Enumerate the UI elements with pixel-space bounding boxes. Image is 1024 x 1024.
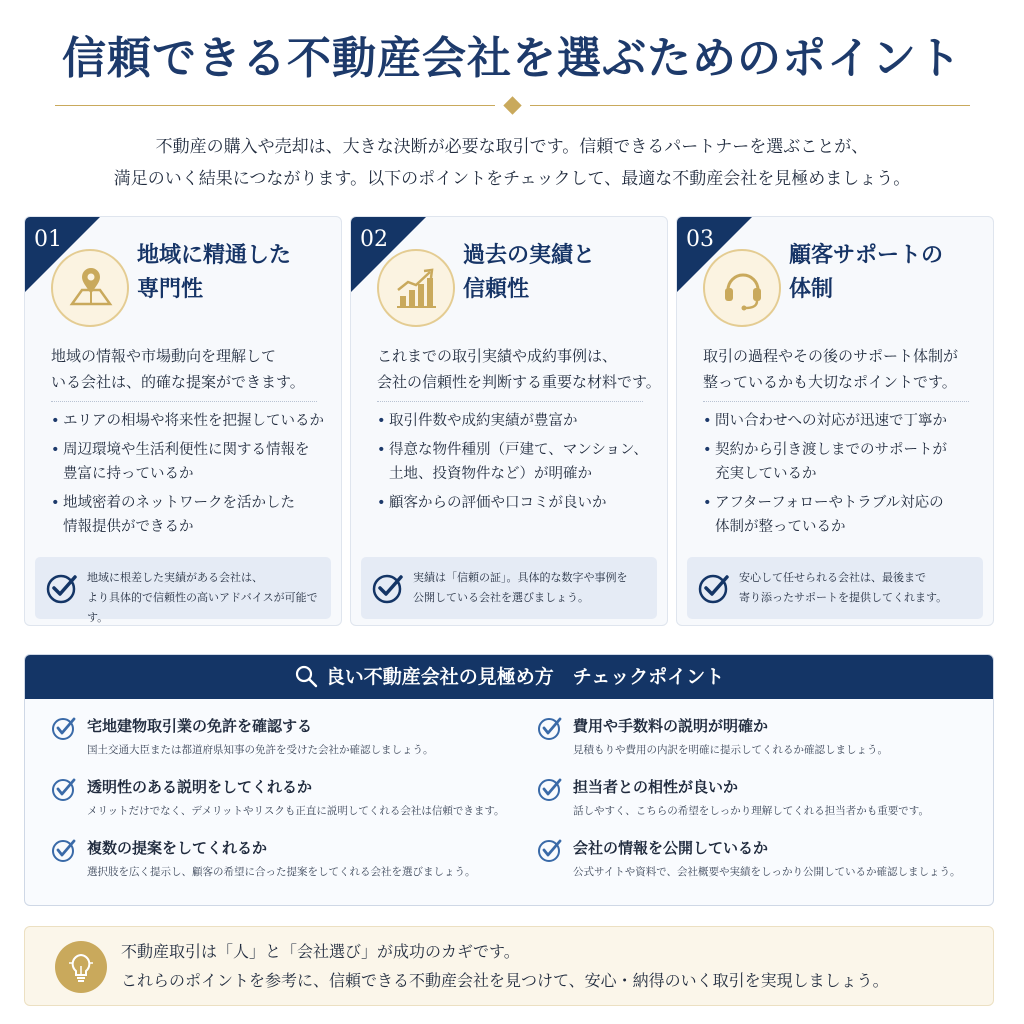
- checkpoint-item: [51, 837, 491, 887]
- bullet-line: • 契約から引き渡しまでのサポートが: [715, 442, 947, 458]
- note-line-1: 実績は「信頼の証」。具体的な数字や事例を: [413, 571, 628, 584]
- title-divider: [55, 96, 970, 116]
- note-line-2: より具体的で信頼性の高いアドバイスが可能です。: [87, 591, 318, 624]
- card-bullet-list: [703, 409, 988, 544]
- checkpoint-desc: 公式サイトや資料で、会社概要や実績をしっかり公開しているか確認しましょう。: [573, 866, 961, 878]
- note-line-1: 地域に根差した実績がある会社は、: [87, 571, 263, 584]
- map-pin-icon: [51, 249, 129, 327]
- bullet-line: 情報提供ができるか: [63, 519, 194, 535]
- checkpoint-title: 費用や手数料の説明が明確か: [573, 717, 769, 735]
- card-separator: [51, 401, 317, 402]
- bullet-line: • アフターフォローやトラブル対応の: [715, 495, 944, 511]
- divider-line-left: [55, 105, 495, 106]
- card-note: [361, 557, 657, 619]
- footer-message: [24, 926, 994, 1006]
- checkpoint-header: [25, 655, 993, 699]
- card-title-line-1: 過去の実績と: [463, 243, 596, 268]
- bullet-line: • 問い合わせへの対応が迅速で丁寧か: [715, 413, 947, 429]
- card-title-line-1: 顧客サポートの: [789, 243, 944, 268]
- footer-text: [121, 937, 981, 995]
- checkpoint-title: 複数の提案をしてくれるか: [87, 839, 268, 857]
- checkpoint-item: [537, 837, 977, 887]
- bullet-line: • エリアの相場や将来性を把握しているか: [63, 413, 324, 429]
- page-title: 信頼できる不動産会社を選ぶためのポイント: [62, 33, 962, 84]
- bullet-item: [377, 409, 662, 433]
- divider-line-right: [530, 105, 970, 106]
- check-circle-icon: [371, 571, 405, 605]
- checkpoint-desc: メリットだけでなく、デメリットやリスクも正直に説明してくれる会社は信頼できます。: [87, 805, 505, 817]
- bullet-item: [703, 491, 988, 539]
- card-title-line-2: 専門性: [137, 277, 204, 302]
- card-description: [377, 343, 662, 395]
- check-circle-icon: [537, 837, 563, 863]
- checkpoint-item: [51, 715, 491, 765]
- card-title: [137, 239, 337, 307]
- point-card-2: [350, 216, 668, 626]
- card-number: 02: [360, 227, 388, 252]
- card-desc-line-2: 会社の信頼性を判断する重要な材料です。: [377, 373, 661, 391]
- checkpoint-title: 宅地建物取引業の免許を確認する: [87, 717, 313, 735]
- note-text: [87, 568, 327, 626]
- intro-line-2: 満足のいく結果につながります。以下のポイントをチェックして、最適な不動産会社を見極めましょう。: [113, 169, 911, 189]
- footer-line-2: これらのポイントを参考に、信頼できる不動産会社を見つけて、安心・納得のいく取引を実現しましょう。: [121, 971, 889, 990]
- card-description: [51, 343, 336, 395]
- intro-text: [40, 131, 984, 195]
- bullet-item: [51, 409, 336, 433]
- card-title-line-2: 信頼性: [463, 277, 530, 302]
- intro-line-1: 不動産の購入や売却は、大きな決断が必要な取引です。信頼できるパートナーを選ぶことが、: [155, 137, 869, 157]
- card-desc-line-1: 地域の情報や市場動向を理解して: [51, 347, 277, 365]
- checkpoint-item: [51, 776, 505, 826]
- bullet-line: 土地、投資物件など）が明確か: [389, 466, 592, 482]
- checkpoint-desc: 見積もりや費用の内訳を明確に提示してくれるか確認しましょう。: [573, 744, 888, 756]
- bullet-line: • 地域密着のネットワークを活かした: [63, 495, 295, 511]
- card-bullet-list: [51, 409, 336, 544]
- bullet-item: [51, 491, 336, 539]
- bullet-line: 体制が整っているか: [715, 519, 846, 535]
- note-text: [739, 568, 979, 608]
- card-bullet-list: [377, 409, 662, 520]
- search-icon: [294, 664, 318, 688]
- card-number: 03: [686, 227, 714, 252]
- note-line-1: 安心して任せられる会社は、最後まで: [739, 571, 926, 584]
- checkpoint-item: [537, 776, 977, 826]
- bullet-line: 充実しているか: [715, 466, 817, 482]
- bullet-item: [703, 438, 988, 486]
- bullet-line: • 取引件数や成約実績が豊富か: [389, 413, 578, 429]
- card-desc-line-2: 整っているかも大切なポイントです。: [703, 373, 957, 391]
- point-card-3: [676, 216, 994, 626]
- check-circle-icon: [51, 837, 77, 863]
- bullet-item: [377, 438, 662, 486]
- check-circle-icon: [45, 571, 79, 605]
- card-separator: [377, 401, 643, 402]
- card-title-line-1: 地域に精通した: [137, 243, 292, 268]
- footer-line-1: 不動産取引は「人」と「会社選び」が成功のカギです。: [121, 942, 520, 961]
- note-line-2: 寄り添ったサポートを提供してくれます。: [739, 591, 948, 604]
- check-circle-icon: [697, 571, 731, 605]
- card-desc-line-1: これまでの取引実績や成約事例は、: [377, 347, 618, 365]
- card-desc-line-2: いる会社は、的確な提案ができます。: [51, 373, 305, 391]
- point-card-1: [24, 216, 342, 626]
- card-title: [463, 239, 663, 307]
- bullet-line: • 得意な物件種別（戸建て、マンション、: [389, 442, 648, 458]
- card-separator: [703, 401, 969, 402]
- divider-diamond: [503, 96, 521, 114]
- checkpoint-title: 会社の情報を公開しているか: [573, 839, 769, 857]
- card-note: [35, 557, 331, 624]
- checkpoint-desc: 話しやすく、こちらの希望をしっかり理解してくれる担当者かも重要です。: [573, 805, 929, 817]
- checkpoint-title: 担当者との相性が良いか: [573, 778, 739, 796]
- note-text: [413, 568, 653, 608]
- card-title: [789, 239, 989, 307]
- check-circle-icon: [51, 776, 77, 802]
- checkpoint-header-text: 良い不動産会社の見極め方 チェックポイント: [325, 666, 725, 688]
- check-circle-icon: [51, 715, 77, 741]
- lightbulb-icon: [55, 941, 107, 993]
- checkpoint-item: [537, 715, 977, 765]
- bullet-item: [377, 491, 662, 515]
- card-desc-line-1: 取引の過程やその後のサポート体制が: [703, 347, 959, 365]
- check-circle-icon: [537, 715, 563, 741]
- checkpoint-section: [24, 654, 994, 906]
- bullet-item: [51, 438, 336, 486]
- card-number: 01: [34, 227, 62, 252]
- checkpoint-desc: 選択肢を広く提示し、顧客の希望に合った提案をしてくれる会社を選びましょう。: [87, 866, 476, 878]
- check-circle-icon: [537, 776, 563, 802]
- card-title-line-2: 体制: [789, 277, 834, 302]
- headset-icon: [703, 249, 781, 327]
- growth-chart-icon: [377, 249, 455, 327]
- bullet-line: • 周辺環境や生活利便性に関する情報を: [63, 442, 310, 458]
- bullet-item: [703, 409, 988, 433]
- bullet-line: 豊富に持っているか: [63, 466, 194, 482]
- card-note: [687, 557, 983, 619]
- checkpoint-title: 透明性のある説明をしてくれるか: [87, 778, 313, 796]
- note-line-2: 公開している会社を選びましょう。: [413, 591, 589, 604]
- card-description: [703, 343, 988, 395]
- bullet-line: • 顧客からの評価や口コミが良いか: [389, 495, 607, 511]
- checkpoint-desc: 国土交通大臣または都道府県知事の免許を受けた会社か確認しましょう。: [87, 744, 434, 756]
